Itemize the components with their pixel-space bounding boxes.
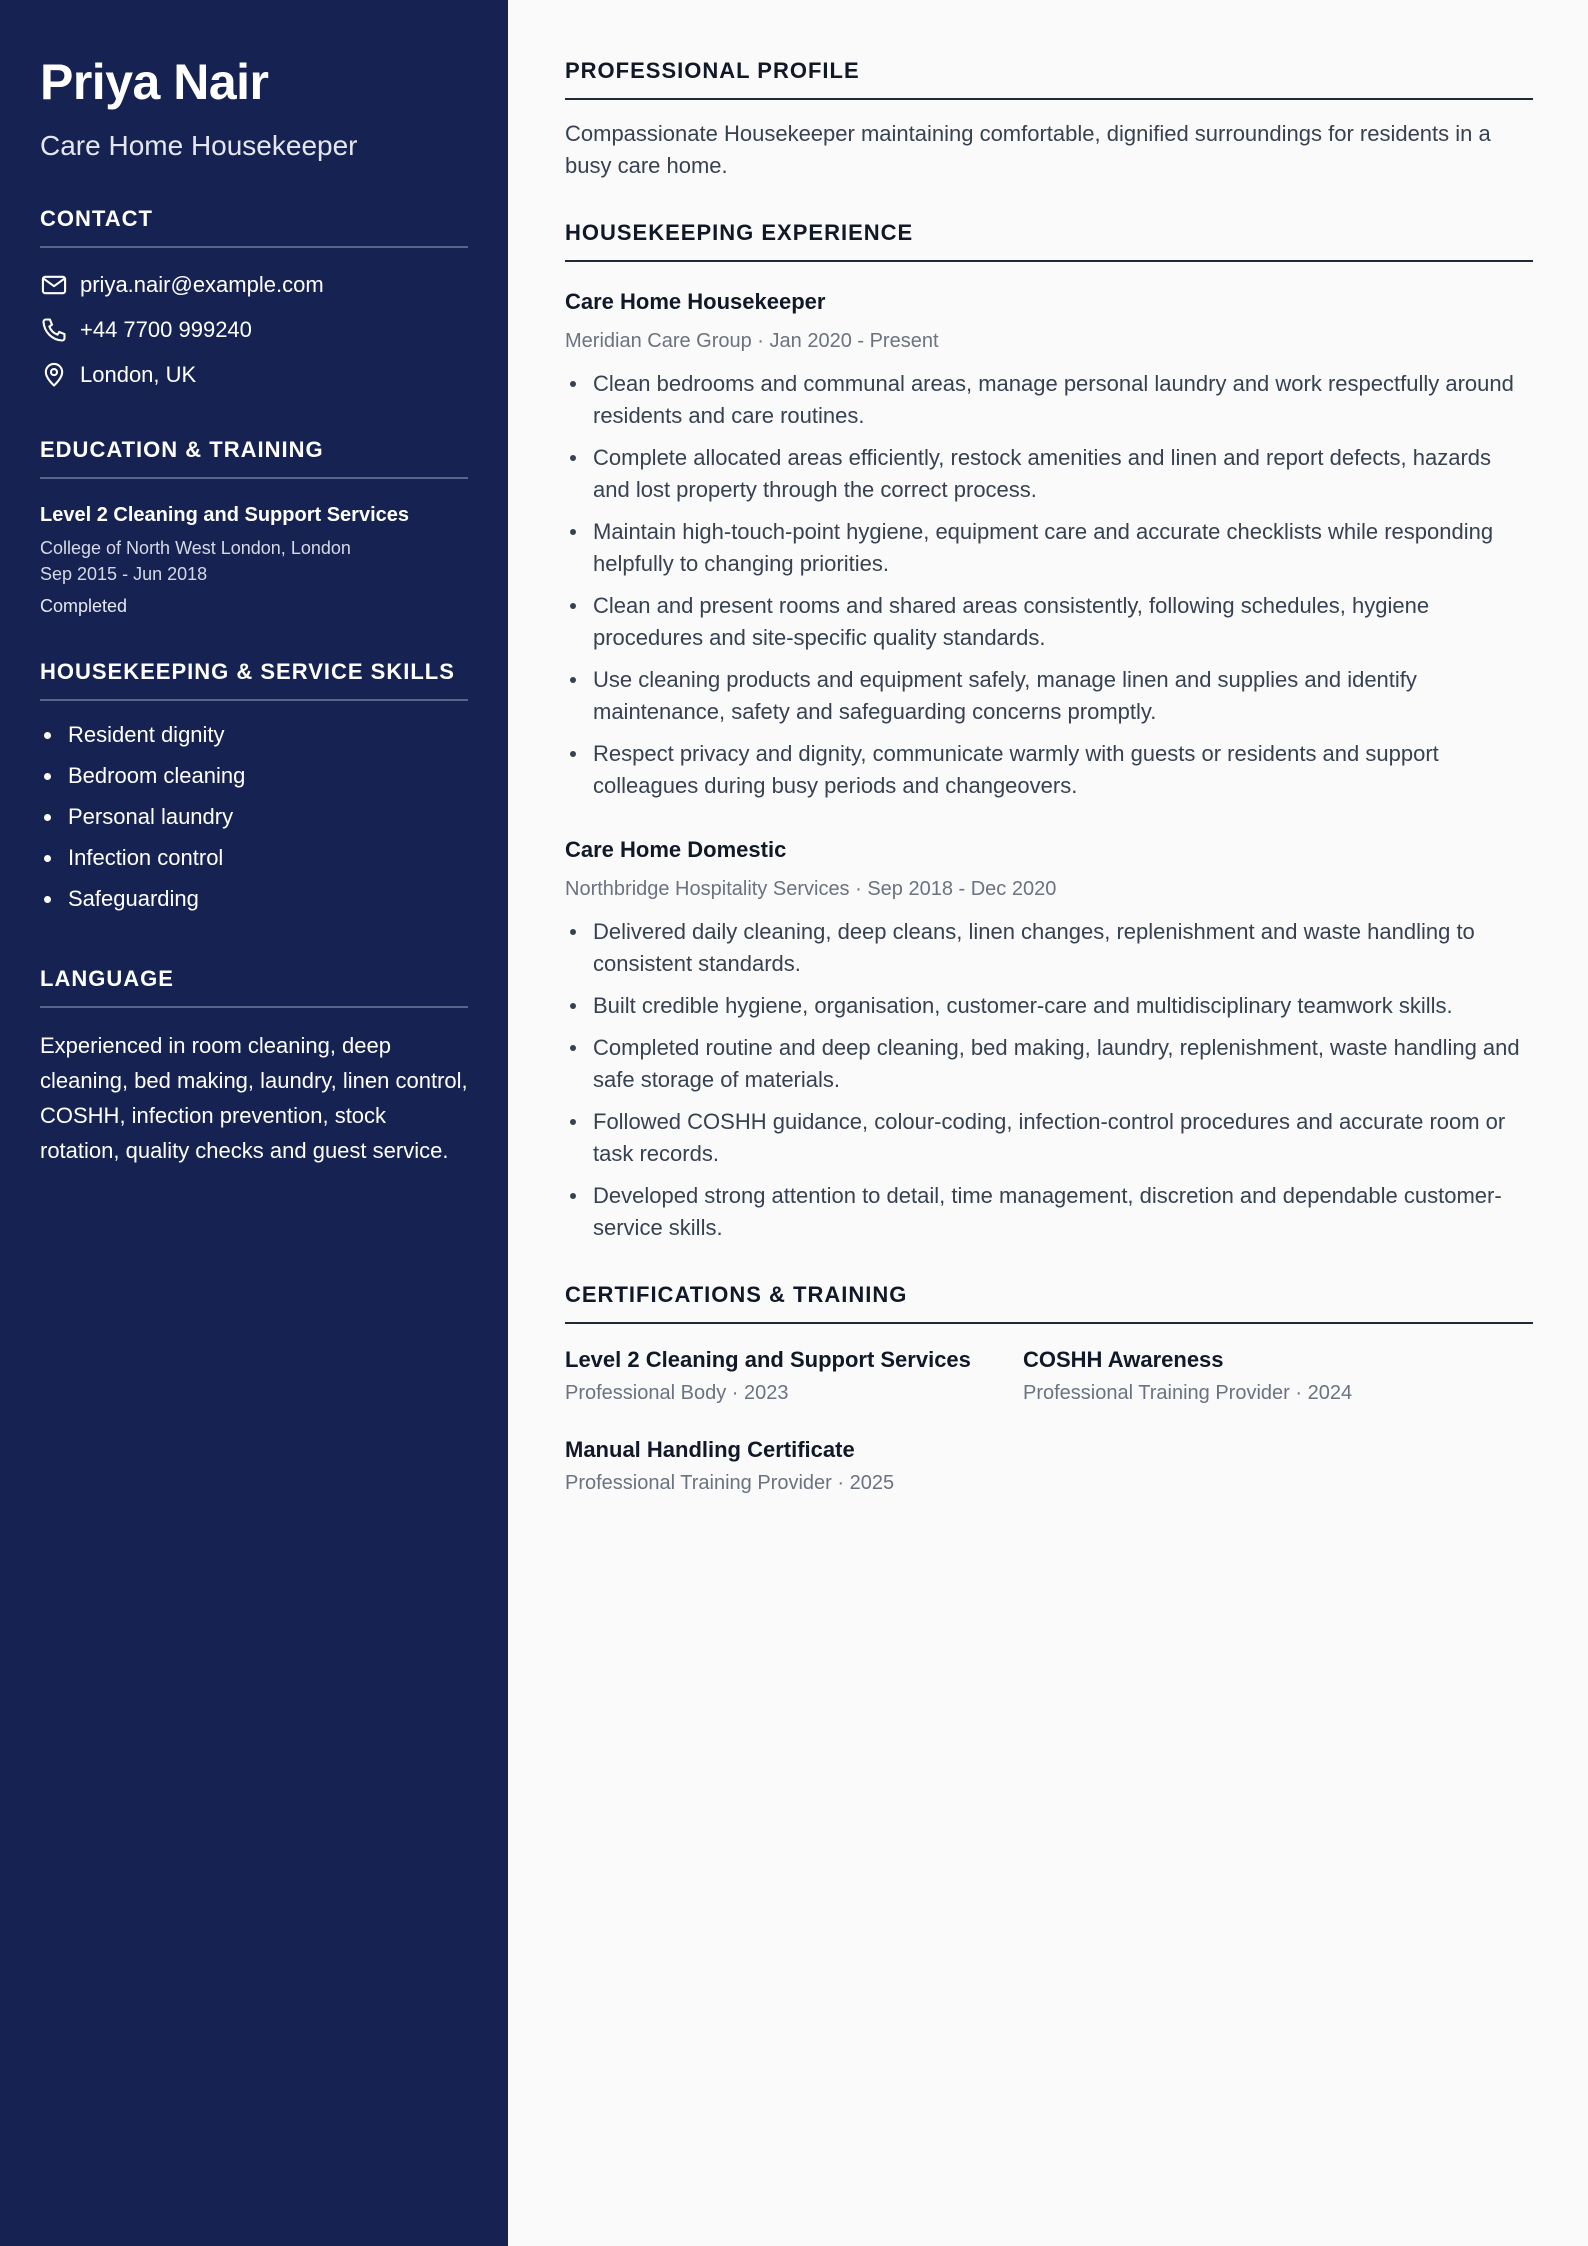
contact-heading: CONTACT: [40, 206, 468, 248]
language-text: Experienced in room cleaning, deep cleaning, bed making, laundry, linen control, COSHH, infection prevention, stock rotation, quality checks and guest service.: [40, 1033, 468, 1163]
skill-item: Infection control: [40, 844, 468, 885]
contact-list: [40, 262, 468, 397]
job-title: Care Home Housekeeper: [565, 289, 826, 314]
experience-section: [565, 220, 1533, 1244]
certification-item: [1023, 1346, 1481, 1406]
job-bullet: Complete allocated areas efficiently, restock amenities and linen and report defects, hazards and lost property through the correct process.: [565, 442, 1533, 506]
contact-location: [40, 352, 468, 397]
certification-name: COSHH Awareness: [1023, 1347, 1224, 1372]
job-entry: [565, 288, 1533, 802]
candidate-role: Care Home Housekeeper: [40, 130, 358, 161]
location-text: London, UK: [80, 361, 197, 387]
job-bullet: Clean bedrooms and communal areas, manage personal laundry and work respectfully around residents and care routines.: [565, 368, 1533, 432]
certifications-heading: CERTIFICATIONS & TRAINING: [565, 1282, 1533, 1324]
profile-heading: PROFESSIONAL PROFILE: [565, 58, 1533, 100]
skill-item: Personal laundry: [40, 803, 468, 844]
certification-item: [565, 1346, 1023, 1406]
certification-meta: Professional Training Provider · 2024: [1023, 1382, 1353, 1404]
certification-meta: Professional Body · 2023: [565, 1382, 789, 1404]
job-bullet: Built credible hygiene, organisation, customer-care and multidisciplinary teamwork skills.: [565, 990, 1533, 1022]
skill-item: Bedroom cleaning: [40, 762, 468, 803]
phone-text: +44 7700 999240: [80, 316, 252, 342]
certifications-grid: [565, 1346, 1533, 1496]
job-bullets: [565, 916, 1533, 1244]
education-status: Completed: [40, 596, 128, 616]
profile-section: [565, 58, 1533, 182]
sidebar: [0, 0, 508, 2246]
certifications-section: [565, 1282, 1533, 1496]
education-institution: College of North West London, London: [40, 538, 351, 558]
skill-item: Resident dignity: [40, 721, 468, 762]
job-bullet: Use cleaning products and equipment safely, manage linen and supplies and identify maintenance, safety and safeguarding concerns promptly.: [565, 664, 1533, 728]
job-title: Care Home Domestic: [565, 837, 787, 862]
job-bullet: Developed strong attention to detail, time management, discretion and dependable customer-service skills.: [565, 1180, 1533, 1244]
certification-item: [565, 1436, 1023, 1496]
education-dates: Sep 2015 - Jun 2018: [40, 564, 208, 584]
language-heading: LANGUAGE: [40, 966, 468, 1008]
phone-icon: [40, 316, 68, 344]
profile-text: Compassionate Housekeeper maintaining comfortable, dignified surroundings for residents in a busy care home.: [565, 121, 1491, 178]
job-entry: [565, 836, 1533, 1244]
map-pin-icon: [40, 361, 68, 389]
job-meta: Meridian Care Group · Jan 2020 - Present: [565, 330, 939, 352]
contact-phone[interactable]: [40, 307, 468, 352]
job-meta: Northbridge Hospitality Services · Sep 2018 - Dec 2020: [565, 878, 1057, 900]
education-title: Level 2 Cleaning and Support Services: [40, 504, 410, 526]
skills-heading: HOUSEKEEPING & SERVICE SKILLS: [40, 659, 468, 701]
envelope-icon: [40, 271, 68, 299]
job-bullet: Respect privacy and dignity, communicate warmly with guests or residents and support colleagues during busy periods and changeovers.: [565, 738, 1533, 802]
certification-name: Level 2 Cleaning and Support Services: [565, 1347, 971, 1372]
job-bullet: Clean and present rooms and shared areas consistently, following schedules, hygiene procedures and site-specific quality standards.: [565, 590, 1533, 654]
job-bullet: Followed COSHH guidance, colour-coding, infection-control procedures and accurate room or task records.: [565, 1106, 1533, 1170]
job-bullet: Delivered daily cleaning, deep cleans, linen changes, replenishment and waste handling to consistent standards.: [565, 916, 1533, 980]
job-bullets: [565, 368, 1533, 802]
contact-email[interactable]: [40, 262, 468, 307]
skills-list: [40, 721, 468, 926]
certification-meta: Professional Training Provider · 2025: [565, 1472, 895, 1494]
candidate-name: Priya Nair: [40, 54, 269, 110]
education-heading: EDUCATION & TRAINING: [40, 437, 468, 479]
job-bullet: Maintain high-touch-point hygiene, equipment care and accurate checklists while responding helpfully to changing priorities.: [565, 516, 1533, 580]
job-bullet: Completed routine and deep cleaning, bed making, laundry, replenishment, waste handling and safe storage of materials.: [565, 1032, 1533, 1096]
email-text: priya.nair@example.com: [80, 271, 324, 297]
certification-name: Manual Handling Certificate: [565, 1437, 855, 1462]
experience-heading: HOUSEKEEPING EXPERIENCE: [565, 220, 1533, 262]
main-content: [565, 0, 1533, 1534]
skill-item: Safeguarding: [40, 885, 468, 926]
